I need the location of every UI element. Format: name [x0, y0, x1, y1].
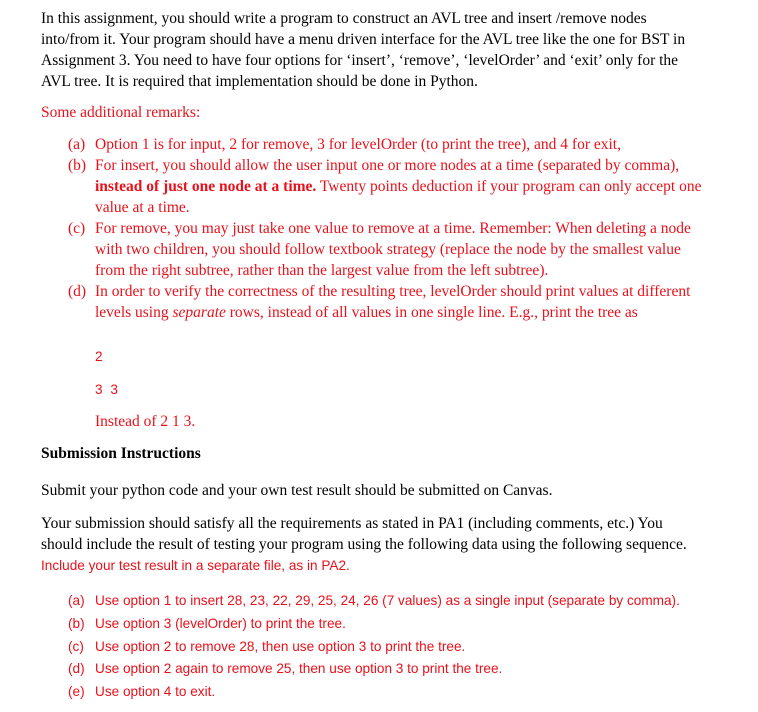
remarks-heading: Some additional remarks: [41, 104, 201, 121]
intro-line: AVL tree. It is required that implementation should be done in Python. [41, 73, 478, 90]
test-sequence-list [68, 590, 680, 704]
intro-paragraph [41, 8, 746, 92]
tree-example-row-2: 3 3 [95, 382, 120, 397]
list-label: (d) [68, 283, 87, 300]
requirements-line: should include the result of testing your program using the following data using the following sequence. [41, 536, 687, 553]
remark-text: Option 1 is for input, 2 for remove, 3 for levelOrder (to print the tree), and 4 for exit, [95, 136, 621, 153]
submission-heading: Submission Instructions [41, 445, 201, 462]
remark-text [95, 302, 748, 323]
test-text: Use option 2 again to remove 25, then use option 3 to print the tree. [95, 661, 503, 677]
test-item-b [68, 613, 680, 636]
list-label: (a) [68, 593, 85, 608]
remark-text [95, 176, 748, 197]
remark-item-b [68, 155, 748, 218]
remark-item-d [68, 281, 748, 323]
remark-text-post: rows, instead of all values in one single line. E.g., print the tree as [225, 304, 638, 321]
submission-requirements [41, 513, 746, 576]
submission-text: Submit your python code and your own test result should be submitted on Canvas. [41, 482, 553, 499]
intro-line: Assignment 3. You need to have four options for ‘insert’, ‘remove’, ‘levelOrder’ and ‘exit’ only for the [41, 52, 679, 69]
remarks-list [68, 134, 748, 323]
test-text: Use option 1 to insert 28, 23, 22, 29, 25, 24, 26 (7 values) as a single input (separate by comma). [95, 593, 680, 608]
list-label: (b) [68, 157, 87, 174]
list-label: (d) [68, 661, 85, 677]
list-label: (c) [68, 220, 86, 237]
tree-example-instead: Instead of 2 1 3. [95, 413, 196, 430]
remark-text: In order to verify the correctness of the resulting tree, levelOrder should print values at different [95, 283, 691, 300]
remark-item-a [68, 134, 748, 155]
test-text: Use option 3 (levelOrder) to print the tree. [95, 615, 346, 631]
remark-italic: separate [172, 304, 226, 321]
test-item-e [68, 681, 680, 704]
remark-text-pre: levels using [95, 304, 173, 321]
list-label: (e) [68, 684, 85, 699]
test-item-a [68, 590, 680, 613]
remark-text: For insert, you should allow the user input one or more nodes at a time (separated by comma), [95, 157, 680, 174]
test-text: Use option 4 to exit. [95, 684, 216, 699]
requirements-red-line: Include your test result in a separate file, as in PA2. [41, 558, 350, 573]
remark-text: value at a time. [95, 199, 190, 216]
tree-example-row-1: 2 [95, 349, 103, 364]
test-item-d [68, 658, 680, 681]
remark-text: For remove, you may just take one value to remove at a time. Remember: When deleting a node [95, 220, 691, 237]
intro-line: into/from it. Your program should have a menu driven interface for the AVL tree like the one for BST in [41, 31, 686, 48]
list-label: (a) [68, 136, 86, 153]
remark-item-c [68, 218, 748, 281]
list-label: (c) [68, 638, 84, 654]
test-item-c [68, 636, 680, 659]
remark-text: from the right subtree, rather than the largest value from the left subtree). [95, 262, 549, 279]
remark-emphasis: instead of just one node at a time. [95, 178, 317, 195]
list-label: (b) [68, 615, 85, 631]
intro-line: In this assignment, you should write a program to construct an AVL tree and insert /remove nodes [41, 10, 647, 27]
remark-text: with two children, you should follow textbook strategy (replace the node by the smallest value [95, 241, 681, 258]
remark-text-rest: Twenty points deduction if your program can only accept one [316, 178, 702, 195]
test-text: Use option 2 to remove 28, then use option 3 to print the tree. [95, 638, 466, 654]
requirements-line: Your submission should satisfy all the requirements as stated in PA1 (including comments, etc.) You [41, 515, 663, 532]
